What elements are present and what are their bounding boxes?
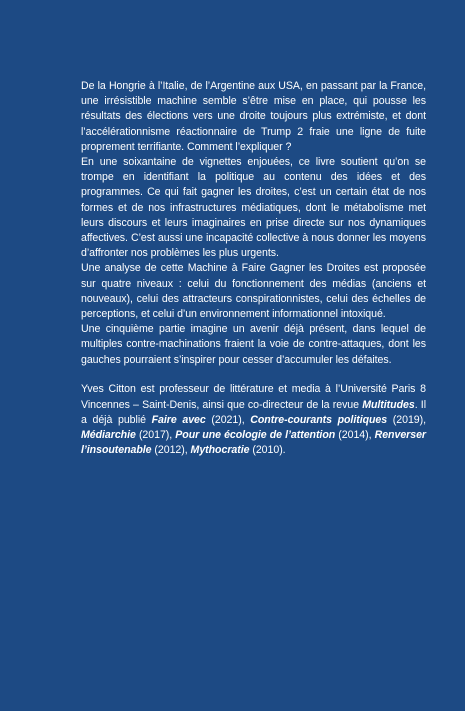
book-year: (2012), bbox=[151, 444, 191, 457]
book-title: Faire avec bbox=[151, 413, 206, 426]
book-title: Mythocratie bbox=[190, 444, 250, 457]
journal-title: Multitudes bbox=[362, 398, 415, 411]
author-bio bbox=[81, 382, 426, 458]
blurb-paragraph-3: Une analyse de cette Machine à Faire Gagner les Droites est proposée sur quatre niveaux : celui du fonctionnement des médias (anciens et nouveaux), celui des attracteurs conspirationnistes, celui des échelles de perceptions, et celui d’un environnement informationnel intoxiqué. bbox=[81, 262, 426, 321]
book-title: Contre-courants politiques bbox=[250, 413, 388, 426]
book-year: (2014), bbox=[335, 428, 375, 441]
blurb-paragraph-1: De la Hongrie à l’Italie, de l’Argentine aux USA, en passant par la France, une irrésistible machine semble s’être mise en place, qui pousse les résultats des élections vers une droite toujours plus extrémiste, et dont l’accélérationnisme réactionnaire de Trump 2 fraie une ligne de fuite proprement terrifiante. Comment l’expliquer ? bbox=[81, 80, 426, 153]
book-year: (2019), bbox=[387, 413, 426, 426]
bio-intro: Yves Citton est professeur de littérature et media à l’Université Paris 8 Vincennes – Saint-Denis, ainsi que co-directeur de la revue bbox=[81, 383, 426, 411]
book-title: Renverser l’insoutenable bbox=[81, 428, 426, 457]
book-year: (2021), bbox=[205, 413, 251, 426]
book-title: Médiarchie bbox=[81, 428, 136, 441]
bio-mid: . Il a déjà publié bbox=[81, 398, 426, 426]
blurb-paragraph-4: Une cinquième partie imagine un avenir déjà présent, dans lequel de multiples contre-machinations fraient la voie de contre-attaques, dont les gauches pourraient s’inspirer pour cesser d’accumuler les défaites. bbox=[81, 323, 426, 366]
book-title: Pour une écologie de l’attention bbox=[175, 428, 336, 441]
book-year: (2010). bbox=[249, 444, 286, 457]
blurb-paragraph-2: En une soixantaine de vignettes enjouées, ce livre soutient qu’on se trompe en identifiant la politique au contenu des idées et des programmes. Ce qui fait gagner les droites, c’est un certain état de nos formes et de nos infrastructures médiatiques, dont le métabolisme met leurs discours et leurs imaginaires en prise directe sur nos dynamiques affectives. C’est aussi une incapacité collective à nous donner les moyens d’affronter nos problèmes les plus urgents. bbox=[81, 156, 426, 260]
book-blurb bbox=[81, 79, 426, 368]
book-year: (2017), bbox=[135, 428, 176, 441]
